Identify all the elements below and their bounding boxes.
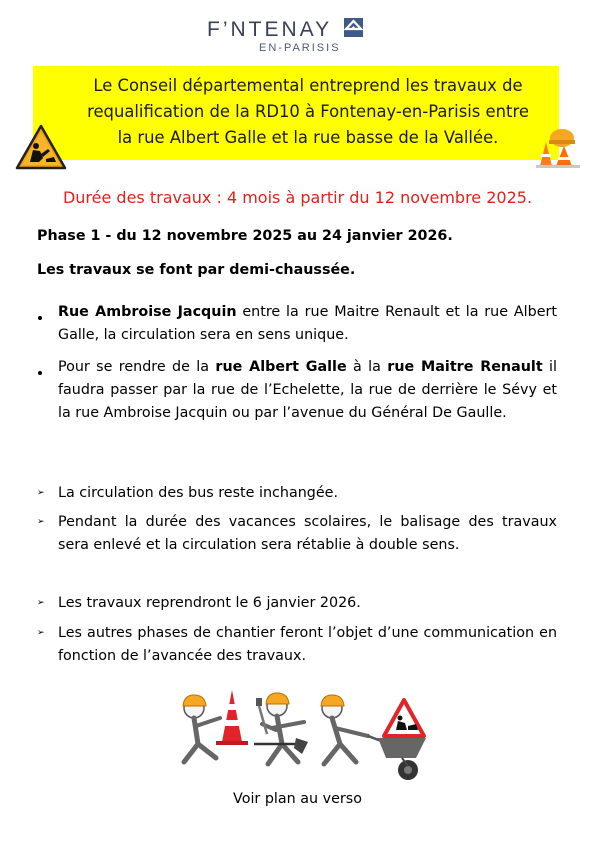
list-item-bus: La circulation des bus reste inchangée. (58, 485, 338, 501)
works-duration: Durée des travaux : 4 mois à partir du 12 novembre 2025. (62, 188, 533, 207)
list-item-holidays: Pendant la durée des vacances scolaires, le balisage des travaux sera enlevé et la circulation sera rétablie à double sens. (58, 514, 557, 553)
banner-text (73, 73, 543, 151)
phase-title: Phase 1 - du 12 novembre 2025 au 24 janvier 2026. (37, 228, 453, 244)
item-text: il faudra passer par la rue de l’Echelette, la rue de derrière le Sévy et la rue Ambroise Jacquin ou par l’avenue du Général De Gaulle. (58, 359, 557, 421)
arrow-bullet-icon: ➢ (37, 488, 45, 498)
half-road-notice: Les travaux se font par demi-chaussée. (37, 262, 356, 278)
list-item-ambroise-jacquin (58, 301, 557, 347)
list-item-resume: Les travaux reprendront le 6 janvier 2026. (58, 595, 361, 611)
list-item-other-phases: Les autres phases de chantier feront l’objet d’une communication en fonction de l’avancée des travaux. (58, 625, 557, 664)
list-item-detour (58, 356, 557, 425)
fontenay-logo (207, 18, 367, 56)
item-text: à la (346, 359, 388, 375)
banner-line-3: la rue Albert Galle et la rue basse de la Vallée. (117, 128, 499, 147)
traffic-cones-icon (532, 128, 582, 168)
banner-line-2: requalification de la RD10 à Fontenay-en-Parisis entre (87, 102, 529, 121)
house-icon (344, 18, 363, 37)
arrow-bullet-icon: ➢ (37, 517, 45, 527)
banner-line-1: Le Conseil départemental entreprend les travaux de (93, 76, 523, 95)
bullet-dot (38, 316, 42, 320)
arrow-bullet-icon: ➢ (37, 598, 45, 608)
logo-sub-text: EN-PARISIS (259, 42, 341, 54)
arrow-bullet-icon: ➢ (37, 628, 45, 638)
roadwork-sign-icon (15, 124, 67, 170)
street-maitre-renault: rue Maitre Renault (387, 359, 543, 375)
street-ambroise-jacquin: Rue Ambroise Jacquin (58, 304, 237, 320)
logo-main-text: F’NTENAY (207, 18, 333, 41)
street-albert-galle: rue Albert Galle (215, 359, 347, 375)
construction-workers-illustration (172, 686, 432, 786)
bullet-dot (38, 371, 42, 375)
item-text: Pour se rendre de la (58, 359, 216, 375)
announcement-banner (33, 66, 559, 160)
see-map-note: Voir plan au verso (233, 791, 362, 807)
item-text: entre la rue Maitre Renault et la rue Albert Galle, la circulation sera en sens unique. (58, 304, 557, 343)
